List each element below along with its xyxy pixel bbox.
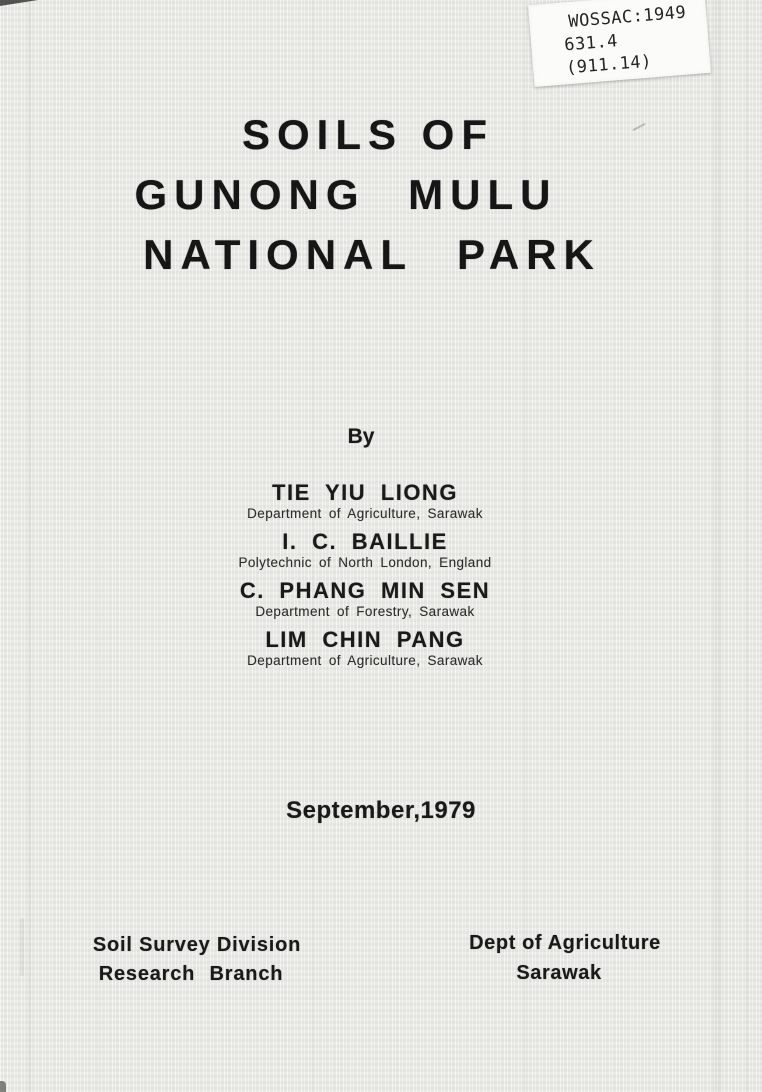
author-name: C. PHANG MIN SEN (239, 578, 491, 603)
author-name: I. C. BAILLIE (282, 529, 448, 554)
page-corner-fold-mark (0, 0, 38, 6)
publication-date: September,1979 (286, 797, 476, 824)
author-affiliation: Polytechnic of North London, England (238, 555, 492, 570)
title-line-2: GUNONG MULU (134, 171, 558, 218)
branch-name: Research Branch (98, 963, 284, 985)
publisher-department-block (405, 928, 725, 988)
sticker-class-number: 631.4 (563, 31, 619, 56)
department-name: Dept of Agriculture (469, 932, 661, 954)
library-classification-sticker (528, 0, 711, 87)
author-name: TIE YIU LIONG (272, 480, 458, 505)
author-affiliation: Department of Agriculture, Sarawak (247, 653, 483, 668)
sticker-accession-number: WOSSAC:1949 (567, 2, 687, 33)
title-line-3: NATIONAL PARK (143, 231, 601, 278)
publisher-division-block (0, 931, 394, 989)
author-entry (0, 528, 746, 570)
title-line-1: SOILS OF (241, 111, 494, 158)
department-location: Sarawak (516, 962, 602, 984)
author-name: LIM CHIN PANG (265, 627, 465, 652)
report-title (0, 105, 749, 285)
page-corner-shadow (0, 1081, 6, 1092)
authors-list (0, 479, 746, 675)
author-entry (0, 626, 746, 668)
author-affiliation: Department of Forestry, Sarawak (255, 604, 475, 619)
sticker-region-number: (911.14) (565, 51, 653, 79)
author-affiliation: Department of Agriculture, Sarawak (247, 506, 483, 521)
author-entry (0, 479, 746, 521)
byline-label: By (347, 425, 375, 448)
author-entry (0, 577, 746, 619)
division-name: Soil Survey Division (92, 934, 302, 956)
